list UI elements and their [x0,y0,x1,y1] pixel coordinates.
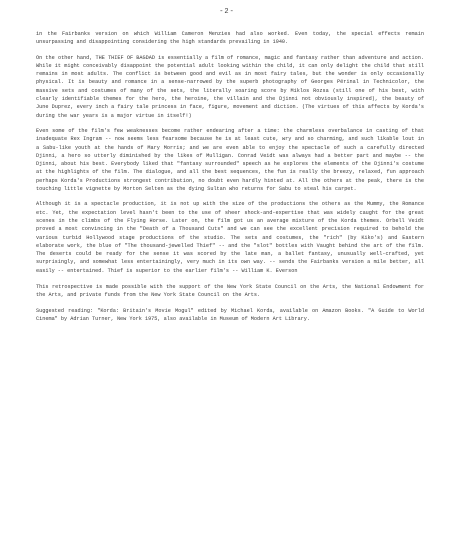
paragraph-3: Even some of the film's few weaknesses become rather endearing after a time: the charmless overbalance in casting of that inadequate Rex Ingram -- now seems less fearsome because he is at least cute, wry and so charming, and such likable lout in a Sabu-like youth at the hands of Mary Morris; and we are even able to enjoy the spectacle of such a carefully directed Djinni, a hero so utterly diminished by the likes of Mulligan. Conrad Veidt was always had a better part and maybe -- the Djinni, about his best. Everybody liked that "fantasy surrounded" speech as he explores the elements of the Djinni's costume at the highlights of the film. The dialogue, and all the best sequences, the fun is really the breezy, relaxed, fun approach perhaps Korda's Productions strongest contribution, no doubt even hardly hinted at. All the others at the peak, there is the touching little vignette by Morton Selten as the dying Sultan who returns for Sabu to steal his carpet. [36,127,424,193]
suggested-reading: Suggested reading: "Korda: Britain's Movie Mogul" edited by Michael Korda, available on Amazon Books. "A Guide to World Cinema" by Adrian Turner, New York 1975, also available in Museum of Modern Art Library. [36,307,424,322]
credit-note: This retrospective is made possible with the support of the New York State Council on the Arts, the National Endowment for the Arts, and private funds from the New York State Council on the Arts. [36,284,424,299]
page-number: -2- [219,8,235,16]
paragraph-1: in the Fairbanks version on which William Cameron Menzies had also worked. Even today, the special effects remain unsurpassing and disappointing considering the high standards prevailing in 1940. [36,31,424,46]
paragraph-4: Although it is a spectacle production, it is not up with the size of the productions the others as the Mummy, the Romance etc. Yet, the expectation level hasn't been to the use of sheer shock-and-expertise that was widely caught for the great scenes in the climbs of the Flying Horse. Later on, the film got us an average mixture of the Korda themes. Orbell Veidt proved a most convincing in the "Death of a Thousand Cuts" and we can see the excellent precision required to behold the various turbid Hollywood stage productions of the studio. The sets and costumes, the "rich" (by Kiko's) and Eastern elaborate work, the blue of "The thousand-jewelled Thief" -- and the "slot" bottles with Vaught behind the art of the film. The deserts could be ready for the sense it was scored by the late man, a ballet fantasy, unusually well-crafted, yet surprisingly, and somewhat less entertainingly, very much in its own way. -- sends the Fairbanks version a mile better, all easily -- entertained. Thief is superior to the earlier film's -- William K. Everson [36,201,424,274]
paragraph-2: On the other hand, THE THIEF OF BAGDAD is essentially a film of romance, magic and fantasy rather than adventure and action. While it might conceivably disappoint the potential adult looking within the child, it can only delight the child that still remains in most adults. The conflict is between good and evil as in most fairy tales, but the wonder is only occasionally physical. It is beauty and romance in a sense-narrowed by the superb photography of Georges Périnal in Technicolor, the massive sets and costumes of many of the sets, the literally soaring score by Miklos Rozsa (still one of his best, with clearly identifiable themes for the hero, the heroine, the villain and the Djinni not obviously inspired), the beauty of June Duprez, every inch a fairy tale princess in face, figure, movement and diction. (The virtues of this affects by Korda's during the war years is a major virtue in itself!) [36,54,424,119]
